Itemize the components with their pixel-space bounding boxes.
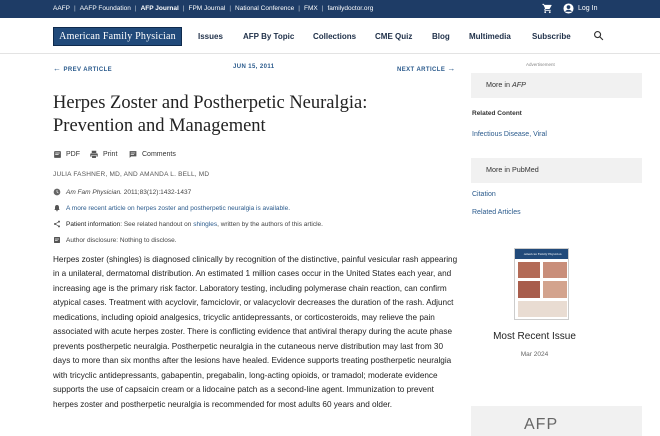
nav-afp-by-topic[interactable]: AFP By Topic (243, 32, 295, 41)
nav-collections[interactable]: Collections (313, 32, 357, 41)
nav-subscribe[interactable]: Subscribe (532, 32, 571, 41)
afp-promo-box[interactable] (471, 406, 642, 436)
cover-title: American Family Physician (515, 249, 569, 259)
login-label: Log In (578, 5, 598, 12)
print-label: Print (103, 151, 118, 158)
more-in-afp-em: AFP (511, 80, 526, 89)
nav-issues[interactable]: Issues (198, 32, 223, 41)
article-abstract: Herpes zoster (shingles) is diagnosed clinically by recognition of the distinctive, painful vesicular rash appearing in a unilateral, dermatomal distribution. An estimated 1 million cases occur in the United States each year, and increasing age is the primary risk factor. Laboratory testing, including polymerase chain reaction, can confirm atypical cases. Treatment with acyclovir, famciclovir, or valacyclovir decreases the duration of the rash. Adjunct medications, including opioid analgesics, tricyclic antidepressants, or corticosteroids, may relieve the pain associated with acute herpes zoster. There is conflicting evidence that antiviral therapy during the acute phase prevents postherpetic neuralgia. Postherpetic neuralgia in the cutaneous nerve distribution may last from 30 days to more than six months after the lesions have healed. Evidence supports treating postherpetic neuralgia with tricyclic antidepressants, gabapentin, pregabalin, long-acting opioids, or tramadol; moderate evidence supports the use of capsaicin cream or a lidocaine patch as a second-line agent. Immunization to prevent herpes zoster and postherpetic neuralgia is recommended for most adults 60 years and older. (53, 255, 458, 409)
patient-info-pre: : See related handout on (120, 220, 194, 228)
next-article-label: NEXT ARTICLE (397, 67, 446, 73)
arrow-left-icon: ← (53, 64, 62, 73)
prev-article-label: PREV ARTICLE (63, 67, 113, 73)
afp-promo-label: AFP (524, 416, 559, 433)
comment-icon (128, 150, 138, 159)
prev-article-link[interactable] (53, 64, 112, 73)
patient-info-row (53, 220, 323, 228)
related-link-infectious-disease[interactable]: Infectious Disease, Viral (472, 131, 547, 138)
share-icon (53, 220, 61, 228)
comments-button[interactable] (128, 150, 176, 159)
related-articles-link[interactable]: Related Articles (472, 209, 521, 216)
top-link-afp-journal[interactable]: AFP Journal (140, 5, 179, 12)
most-recent-issue-date: Mar 2024 (520, 351, 549, 358)
recent-notice-row (53, 204, 290, 212)
nav-multimedia[interactable]: Multimedia (469, 32, 511, 41)
top-link-fpm-journal[interactable]: FPM Journal (188, 5, 226, 12)
related-content-heading: Related Content (472, 110, 522, 117)
top-link-national-conference[interactable]: National Conference (235, 5, 295, 12)
afp-logo[interactable]: American Family Physician (53, 27, 182, 46)
more-in-afp-box[interactable] (471, 73, 642, 98)
patient-info-post: , written by the authors of this article. (217, 220, 323, 228)
citation-row (53, 188, 191, 196)
citation-journal: Am Fam Physician. (66, 188, 122, 196)
advertisement-label: Advertisement (526, 62, 555, 67)
issue-cover-image[interactable] (514, 248, 569, 320)
authors: JULIA FASHNER, MD, AND AMANDA L. BELL, MD (53, 171, 210, 178)
arrow-right-icon: → (447, 64, 456, 73)
nav-cme-quiz[interactable]: CME Quiz (375, 32, 413, 41)
citation-link[interactable]: Citation (472, 191, 496, 198)
bell-icon (53, 204, 61, 212)
top-links: AAFP | AAFP Foundation | AFP Journal | FPM Journal | National Conference | FMX | familydoctor.org (53, 5, 374, 12)
clock-icon (53, 188, 61, 196)
top-bar (0, 0, 660, 18)
top-link-aafp-foundation[interactable]: AAFP Foundation (79, 5, 131, 12)
next-article-link[interactable] (397, 64, 456, 73)
citation-details: 2011;83(12):1432-1437 (122, 188, 192, 196)
shingles-link[interactable]: shingles (193, 220, 218, 228)
document-icon (53, 236, 61, 244)
search-icon[interactable] (593, 30, 604, 41)
cart-icon[interactable] (542, 3, 553, 14)
most-recent-issue-title[interactable]: Most Recent Issue (493, 331, 576, 342)
recent-article-link[interactable]: A more recent article on herpes zoster and postherpetic neuralgia is available. (66, 204, 291, 212)
top-link-fmx[interactable]: FMX (304, 5, 318, 12)
nav-blog[interactable]: Blog (432, 32, 450, 41)
author-disclosure: Author disclosure: Nothing to disclose. (66, 236, 177, 244)
top-link-familydoctor[interactable]: familydoctor.org (327, 5, 374, 12)
print-button[interactable] (89, 150, 117, 159)
top-link-aafp[interactable]: AAFP (53, 5, 70, 12)
pdf-label: PDF (66, 151, 80, 158)
main-nav (0, 18, 660, 54)
pdf-icon (53, 150, 62, 159)
print-icon (89, 150, 99, 159)
disclosure-row (53, 236, 177, 244)
more-in-afp-pre: More in (486, 80, 512, 89)
article-date: JUN 15, 2011 (233, 64, 275, 70)
more-in-pubmed-box[interactable]: More in PubMed (471, 158, 642, 183)
page-title: Herpes Zoster and Postherpetic Neuralgia: Prevention and Management (53, 93, 368, 136)
comments-label: Comments (142, 151, 176, 158)
account-icon (563, 3, 574, 14)
pdf-button[interactable] (53, 150, 80, 159)
login-link[interactable] (563, 3, 597, 14)
patient-info-label: Patient information (66, 220, 121, 228)
